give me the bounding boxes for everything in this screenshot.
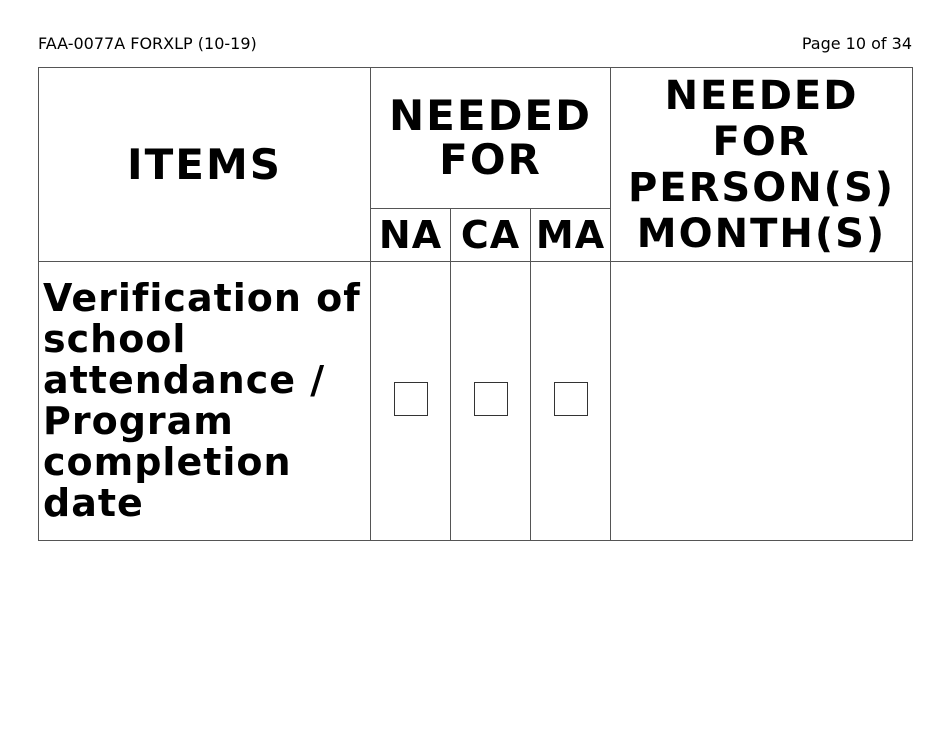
na-checkbox[interactable] [394,382,428,416]
items-table [38,67,913,541]
person-header-line2: MONTH(S) [636,211,887,257]
needed-for-label: NEEDED FOR [389,91,592,184]
ma-cell [531,262,611,541]
ca-checkbox[interactable] [474,382,508,416]
form-id: FAA-0077A FORXLP (10-19) [38,34,257,53]
person-months-field[interactable] [611,262,913,541]
page-number: Page 10 of 34 [801,34,912,53]
ma-checkbox[interactable] [554,382,588,416]
needed-for-column-header [371,68,611,209]
table-row [39,262,913,541]
ma-column-header: MA [531,209,611,262]
person-header-line1: NEEDED FOR PERSON(S) [627,73,896,211]
table-header-row [39,68,913,209]
item-description: Verification of school attendance / Program completion date [39,262,371,541]
na-cell [371,262,451,541]
na-column-header: NA [371,209,451,262]
items-column-header: ITEMS [39,68,371,262]
ca-cell [451,262,531,541]
ca-column-header: CA [451,209,531,262]
person-months-column-header [611,68,913,262]
